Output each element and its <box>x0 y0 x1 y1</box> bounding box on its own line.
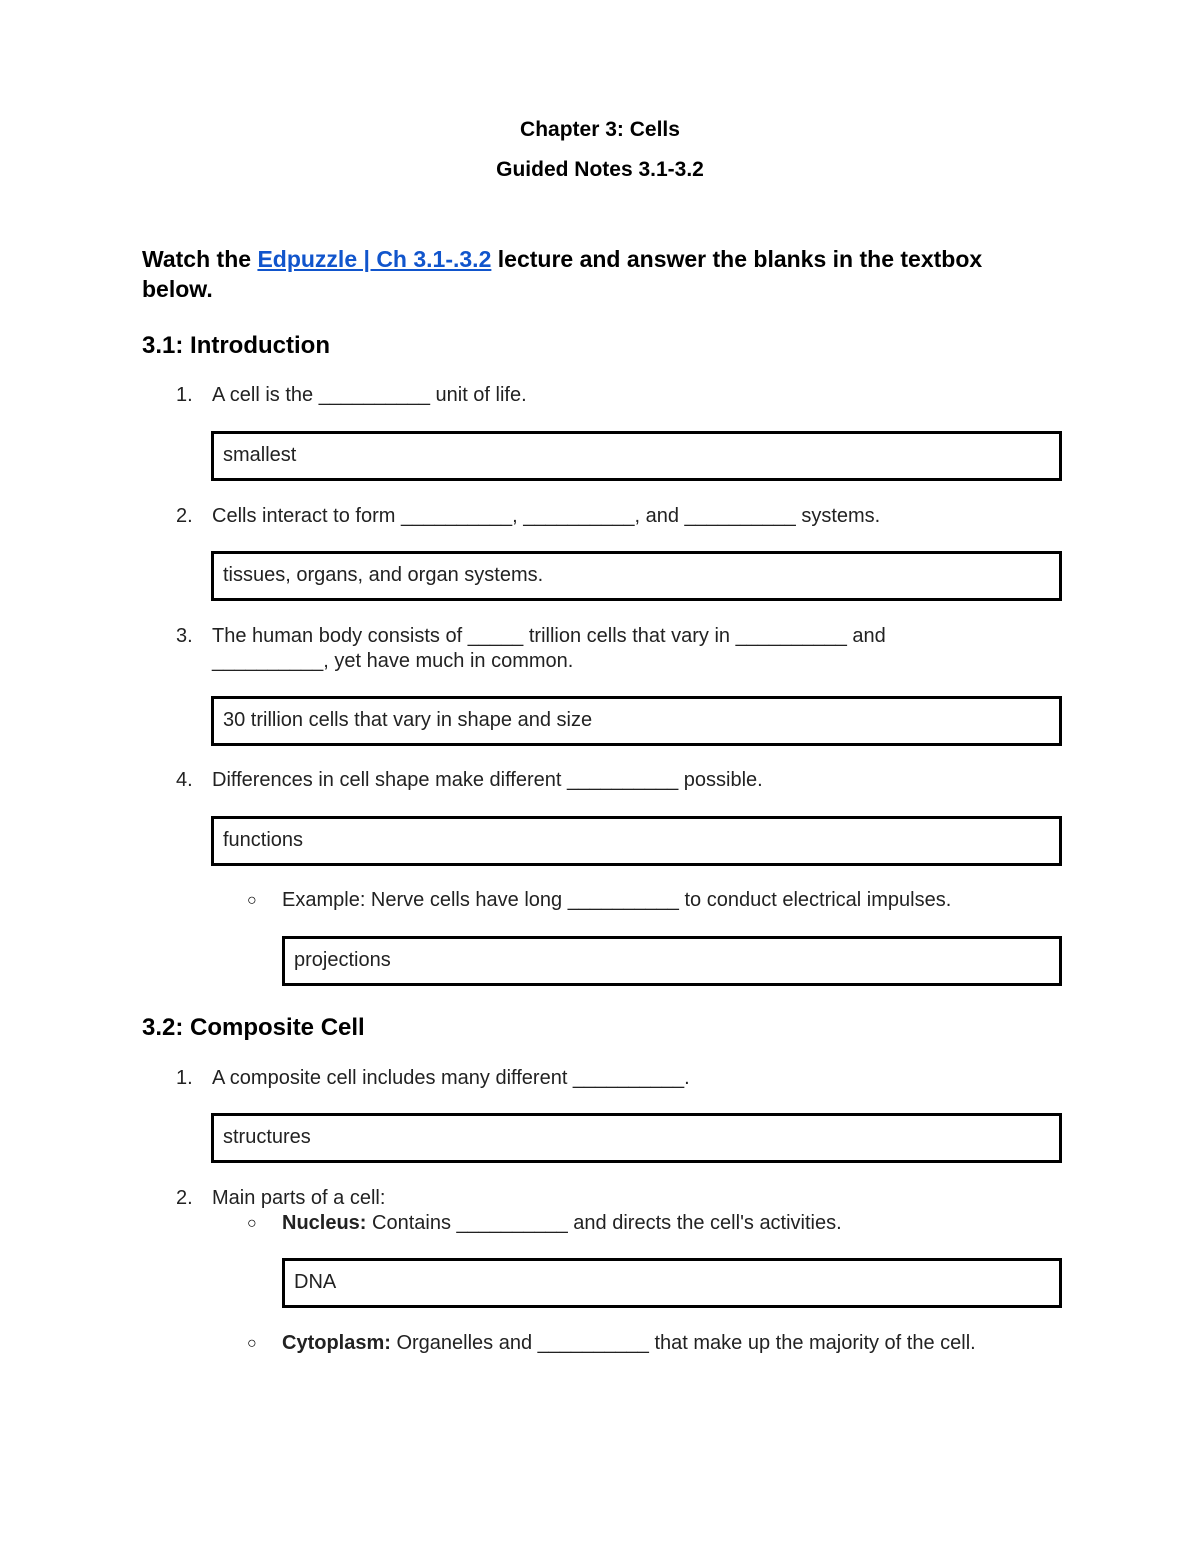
answer-box[interactable] <box>211 816 1062 866</box>
section-heading-3-2: 3.2: Composite Cell <box>142 1014 365 1041</box>
answer-text: functions <box>223 829 304 851</box>
answer-box[interactable] <box>211 431 1062 481</box>
answer-text: structures <box>223 1126 311 1148</box>
cytoplasm-line <box>282 1332 976 1355</box>
question-number: 3. <box>176 625 193 647</box>
question-number: 4. <box>176 769 193 791</box>
bullet-icon: ○ <box>247 1335 257 1352</box>
page-title: Chapter 3: Cells <box>520 118 680 141</box>
question-number: 1. <box>176 384 193 406</box>
answer-text: projections <box>294 949 391 971</box>
answer-box[interactable] <box>211 551 1062 601</box>
intro-text-before: Watch the <box>142 246 258 272</box>
bullet-icon: ○ <box>247 892 257 909</box>
answer-box[interactable] <box>282 936 1062 986</box>
example-text: Example: Nerve cells have long __________ to conduct electrical impulses. <box>282 889 952 911</box>
section-heading-3-1: 3.1: Introduction <box>142 332 330 359</box>
nucleus-text: Contains __________ and directs the cell's activities. <box>366 1212 842 1234</box>
answer-box[interactable] <box>211 696 1062 746</box>
question-number: 2. <box>176 1187 193 1209</box>
cytoplasm-label: Cytoplasm: <box>282 1332 391 1354</box>
answer-text: DNA <box>294 1271 337 1293</box>
intro-line-2: below. <box>142 276 213 302</box>
page-subtitle: Guided Notes 3.1-3.2 <box>496 158 704 181</box>
answer-box[interactable] <box>282 1258 1062 1308</box>
question-text-line-2: __________, yet have much in common. <box>212 650 574 672</box>
nucleus-line <box>282 1212 842 1235</box>
question-number: 2. <box>176 505 193 527</box>
question-text: Differences in cell shape make different __________ possible. <box>212 769 763 791</box>
cytoplasm-text: Organelles and __________ that make up the majority of the cell. <box>390 1332 976 1354</box>
question-text-line-1: The human body consists of _____ trillion cells that vary in __________ and <box>212 625 886 647</box>
intro-text-after: lecture and answer the blanks in the textbox <box>491 246 983 272</box>
answer-text: tissues, organs, and organ systems. <box>223 564 544 586</box>
answer-text: smallest <box>223 444 297 466</box>
intro-line-1 <box>142 244 982 274</box>
question-text: Cells interact to form __________, __________, and __________ systems. <box>212 505 881 527</box>
bullet-icon: ○ <box>247 1215 257 1232</box>
nucleus-label: Nucleus: <box>282 1212 367 1234</box>
answer-text: 30 trillion cells that vary in shape and size <box>223 709 593 731</box>
answer-box[interactable] <box>211 1113 1062 1163</box>
question-text: Main parts of a cell: <box>212 1187 386 1209</box>
question-number: 1. <box>176 1067 193 1089</box>
question-text: A cell is the __________ unit of life. <box>212 384 527 406</box>
question-text: A composite cell includes many different __________. <box>212 1067 690 1089</box>
edpuzzle-link[interactable]: Edpuzzle | Ch 3.1-.3.2 <box>257 246 492 272</box>
